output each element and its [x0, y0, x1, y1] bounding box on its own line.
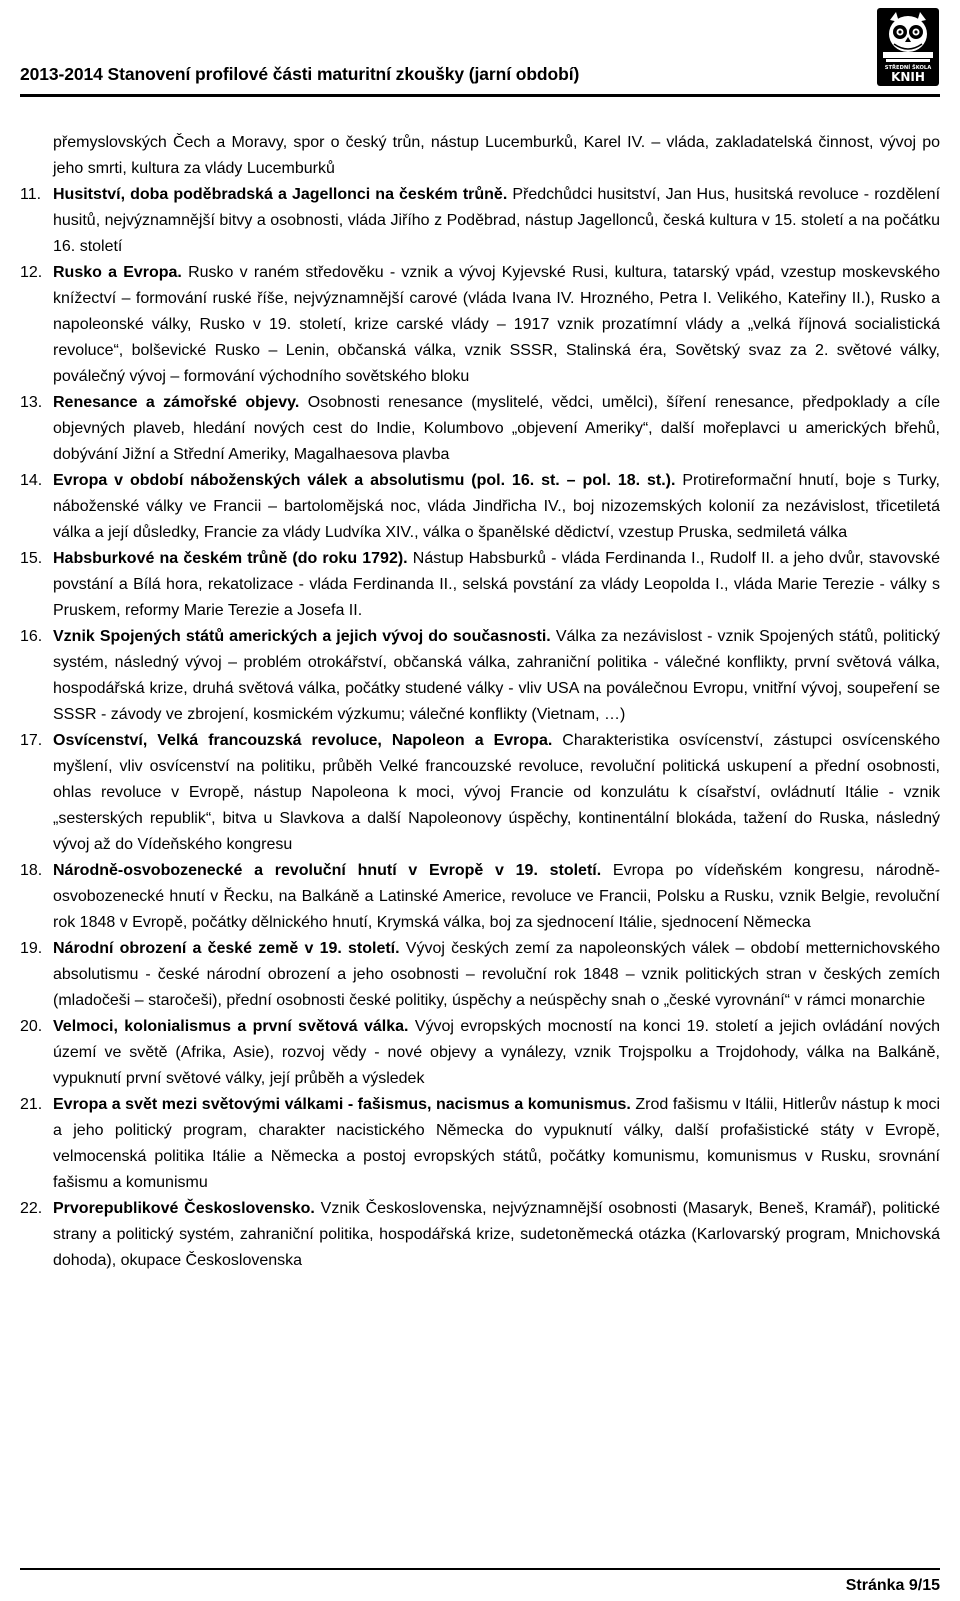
- topic-number: 20.: [20, 1018, 43, 1035]
- document-body: [20, 130, 940, 1274]
- topic-description: Evropa po vídeňském kongresu, národně-osvobozenecké hnutí v Řecku, na Balkáně a Latinské Americe, revoluce ve Francii, Polsku a Rusku, vznik Belgie, revoluční rok 1848 v Evropě, počátky dělnického hnutí, Krymská válka, boj za sjednocení Itálie, sjednocení Německa: [53, 862, 941, 931]
- topic-title: Habsburkové na českém trůně (do roku 1792).: [53, 550, 408, 567]
- topic-number: 21.: [20, 1096, 43, 1113]
- topic-description: Vznik Československa, nejvýznamnější osobnosti (Masaryk, Beneš, Kramář), politické strany a politický systém, zahraniční politika, hospodářská krize, sudetoněmecká otázka (Karlovarský program, Mnichovská dohoda), okupace Československa: [53, 1200, 941, 1269]
- topic-description: Vývoj evropských mocností na konci 19. století a jejich ovládání nových území ve světě (Afrika, Asie), rozvoj vědy - nové objevy a vynálezy, vznik Trojspolku a Trojdohody, válka na Balkáně, vypuknutí první světové války, její průběh a výsledek: [53, 1018, 940, 1087]
- topic-title: Prvorepublikové Československo.: [53, 1200, 315, 1217]
- topic-description: Nástup Habsburků - vláda Ferdinanda I., Rudolf II. a jeho dvůr, stavovské povstání a Bílá hora, rekatolizace - vláda Ferdinanda II., selská povstání za vlády Leopolda I., vláda Marie Terezie - války s Pruskem, reformy Marie Terezie a Josefa II.: [53, 550, 941, 619]
- topic-title: Osvícenství, Velká francouzská revoluce, Napoleon a Evropa.: [53, 732, 553, 749]
- topic-title: Národně-osvobozenecké a revoluční hnutí v Evropě v 19. století.: [53, 862, 602, 879]
- topic-number: 11.: [20, 186, 42, 203]
- topic-title: Husitství, doba poděbradská a Jagellonci na českém trůně.: [53, 186, 508, 203]
- topic-number: 22.: [20, 1200, 43, 1217]
- topic-title: Evropa v období náboženských válek a absolutismu (pol. 16. st. – pol. 18. st.).: [53, 472, 676, 489]
- topic-title: Evropa a svět mezi světovými válkami - fašismus, nacismus a komunismus.: [53, 1096, 631, 1113]
- topic-item: [20, 260, 940, 390]
- topic-item: [20, 1196, 940, 1274]
- topic-list: [20, 182, 940, 1274]
- topic-item: [20, 1092, 940, 1196]
- page-number: Stránka 9/15: [845, 1577, 940, 1594]
- topic-description: Válka za nezávislost - vznik Spojených států, politický systém, následný vývoj – problém otrokářství, občanská válka, zahraniční politika - válečné konflikty, první světová válka, hospodářská krize, druhá světová válka, počátky studené války - vliv USA na poválečnou Evropu, vnitřní vývoj, soupeření se SSSR - závody ve zbrojení, kosmickém výzkumu; válečné konflikty (Vietnam, …): [53, 628, 940, 723]
- topic-title: Vznik Spojených států amerických a jejich vývoj do současnosti.: [53, 628, 551, 645]
- topic-description: Protireformační hnutí, boje s Turky, náboženské války ve Francii – bartolomějská noc, vláda Jindřicha IV., boj nizozemských kolonií za nezávislost, třicetiletá válka a její důsledky, Francie za vlády Ludvíka XIV., válka o španělské dědictví, vzestup Pruska, sedmiletá válka: [53, 472, 941, 541]
- topic-number: 17.: [20, 732, 43, 749]
- topic-number: 16.: [20, 628, 43, 645]
- topic-title: Rusko a Evropa.: [53, 264, 182, 281]
- document-title: 2013-2014 Stanovení profilové části maturitní zkoušky (jarní období): [20, 64, 580, 84]
- topic-number: 14.: [20, 472, 43, 489]
- topic-item: [20, 182, 940, 260]
- topic-number: 19.: [20, 940, 43, 957]
- topic-item: [20, 1014, 940, 1092]
- topic-description: Předchůdci husitství, Jan Hus, husitská revoluce - rozdělení husitů, nejvýznamnější bitvy a osobnosti, vláda Jiřího z Poděbrad, nástup Jagellonců, česká kultura v 15. století a na počátku 16. století: [53, 186, 941, 255]
- intro-paragraph: přemyslovských Čech a Moravy, spor o český trůn, nástup Lucemburků, Karel IV. – vláda, zakladatelská činnost, vývoj po jeho smrti, kultura za vlády Lucemburků: [53, 134, 940, 177]
- topic-number: 18.: [20, 862, 43, 879]
- topic-description: Osobnosti renesance (myslitelé, vědci, umělci), šíření renesance, předpoklady a cíle objevných plaveb, hledání nových cest do Indie, Kolumbovo „objevení Ameriky“, další mořeplavci u amerických břehů, dobývání Jižní a Střední Ameriky, Magalhaesova plavba: [53, 394, 941, 463]
- topic-title: Renesance a zámořské objevy.: [53, 394, 300, 411]
- topic-description: Zrod fašismu v Itálii, Hitlerův nástup k moci a jeho politický program, charakter nacistického Německa do vypuknutí války, další profašistické státy v Evropě, velmocenská politika Itálie a Německa a postoj evropských států, počátky komunismu, komunismus v Rusku, srovnání fašismu a komunismu: [53, 1096, 941, 1191]
- footer-divider: [20, 1568, 940, 1570]
- topic-description: Rusko v raném středověku - vznik a vývoj Kyjevské Rusi, kultura, tatarský vpád, vzestup moskevského knížectví – formování ruské říše, nejvýznamnější carové (vláda Ivana IV. Hrozného, Petra I. Velikého, Kateřiny II.), Rusko a napoleonské války, Rusko v 19. století, krize carské vlády – 1917 vznik prozatímní vlády a „velká říjnová socialistická revoluce“, bolševické Rusko – Lenin, občanská válka, vznik SSSR, Stalinská éra, Sovětský svaz za 2. světové války, poválečný vývoj – formování východního sovětského bloku: [53, 264, 941, 385]
- school-logo: [877, 8, 939, 86]
- page-header: [0, 0, 960, 98]
- topic-title: Národní obrození a české země v 19. století.: [53, 940, 400, 957]
- page-footer: [20, 1568, 940, 1594]
- topic-item: [20, 390, 940, 468]
- topic-item: [20, 624, 940, 728]
- logo-text-top: STŘEDNÍ ŠKOLA: [884, 65, 932, 71]
- topic-item: [20, 546, 940, 624]
- topic-description: Vývoj českých zemí za napoleonských válek – období metternichovského absolutismu - české národní obrození a jeho osobnosti – revoluční rok 1848 – vznik politických stran v českých zemích (mladočeši – staročeši), přední osobnosti české politiky, úspěchy a neúspěchy snah o „české vyrovnání“ v rámci monarchie: [53, 940, 940, 1009]
- topic-item: [20, 728, 940, 858]
- topic-description: Charakteristika osvícenství, zástupci osvícenského myšlení, vliv osvícenství na politiku, průběh Velké francouzské revoluce, revoluční politická uskupení a přední osobnosti, ohlas revoluce v Evropě, nástup Napoleona k moci, vývoj Francie od konzulátu k císařství, ovládnutí Itálie - vznik „sesterských republik“, bitva u Slavkova a další Napoleonovy úspěchy, kontinentální blokáda, tažení do Ruska, následný vývoj až do Vídeňského kongresu: [53, 732, 940, 853]
- topic-number: 12.: [20, 264, 43, 281]
- topic-number: 15.: [20, 550, 43, 567]
- topic-item: [20, 468, 940, 546]
- topic-title: Velmoci, kolonialismus a první světová válka.: [53, 1018, 409, 1035]
- topic-item: [20, 936, 940, 1014]
- topic-item: [20, 858, 940, 936]
- topic-number: 13.: [20, 394, 43, 411]
- logo-text-main: KNIH: [891, 70, 925, 84]
- header-divider: [20, 94, 940, 97]
